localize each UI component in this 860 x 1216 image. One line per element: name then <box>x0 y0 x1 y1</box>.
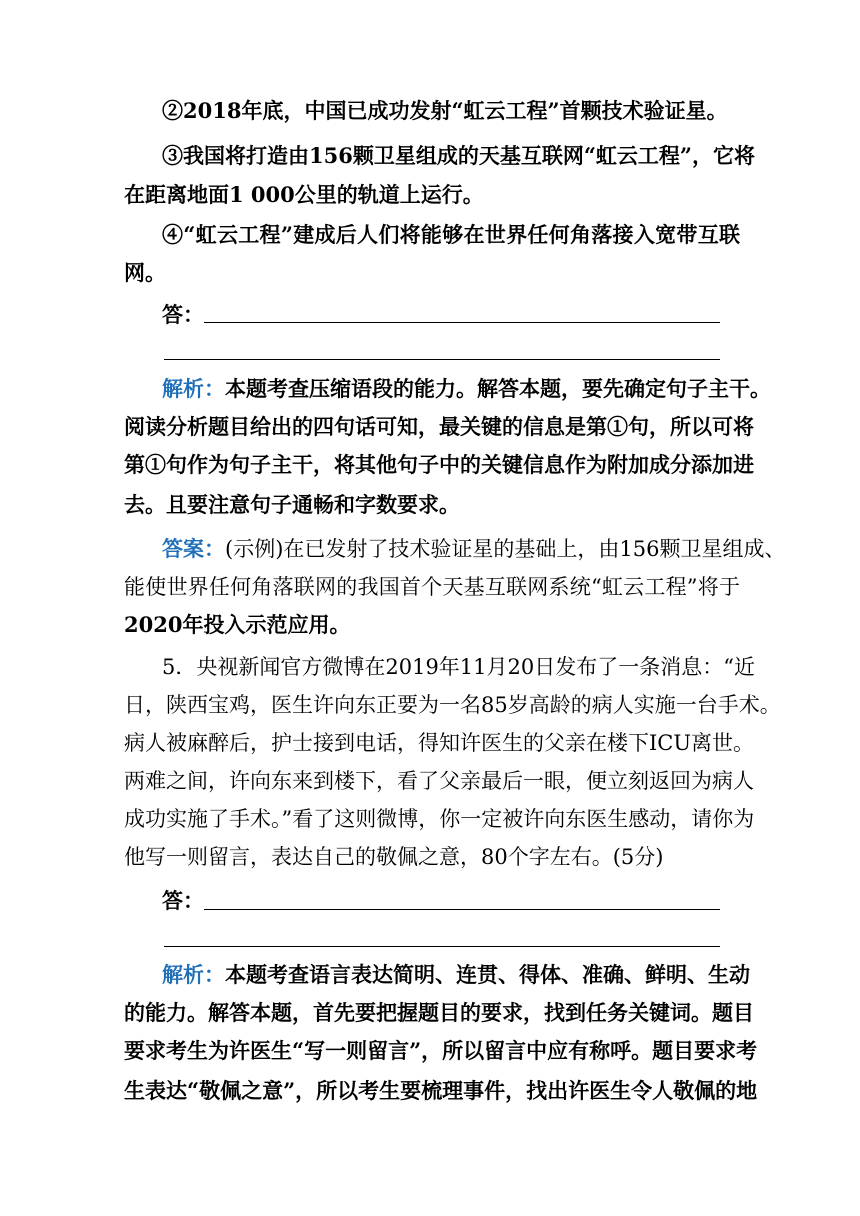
analysis-1-line2: 阅读分析题目给出的四句话可知，最关键的信息是第①句，所以可将 <box>124 414 754 439</box>
answer-blank-line[interactable] <box>164 359 720 360</box>
answer-prompt: 答： <box>162 888 204 913</box>
answer-blank-line[interactable] <box>204 909 720 910</box>
analysis-1-line3: 第①句作为句子主干，将其他句子中的关键信息作为附加成分添加进 <box>124 452 754 477</box>
question5-line3: 病人被麻醉后，护士接到电话，得知许医生的父亲在楼下ICU离世。 <box>124 731 755 755</box>
analysis-2-line3: 要求考生为许医生“写一则留言”，所以留言中应有称呼。题目要求考 <box>124 1038 758 1063</box>
question5-line4: 两难之间，许向东来到楼下，看了父亲最后一眼，便立刻返回为病人 <box>124 769 754 793</box>
question5-line1: 5．央视新闻官方微博在2019年11月20日发布了一条消息：“近 <box>162 655 755 679</box>
analysis-2-line1: 解析：本题考查语言表达简明、连贯、得体、准确、鲜明、生动 <box>162 962 750 987</box>
answer-label: 答案： <box>162 536 225 561</box>
analysis-2-line4: 生表达“敬佩之意”，所以考生要梳理事件，找出许医生令人敬佩的地 <box>124 1078 758 1103</box>
answer-1-line1: 答案：(示例)在已发射了技术验证星的基础上，由156颗卫星组成、 <box>162 536 786 561</box>
answer-area-2[interactable] <box>162 886 740 916</box>
question5-line6: 他写一则留言，表达自己的敬佩之意，80个字左右。(5分) <box>124 845 664 869</box>
question4-item4-line2: 网。 <box>124 260 166 285</box>
analysis-1-line4: 去。且要注意句子通畅和字数要求。 <box>124 492 460 517</box>
analysis-2-line2: 的能力。解答本题，首先要把握题目的要求，找到任务关键词。题目 <box>124 1000 754 1025</box>
question5-line5: 成功实施了手术。”看了这则微博，你一定被许向东医生感动，请你为 <box>124 807 755 831</box>
answer-1-line3: 2020年投入示范应用。 <box>124 612 351 637</box>
question4-item4-line1: ④“虹云工程”建成后人们将能够在世界任何角落接入宽带互联 <box>162 222 740 247</box>
analysis-1-line1: 解析：本题考查压缩语段的能力。解答本题，要先确定句子主干。 <box>162 376 771 401</box>
answer-blank-line[interactable] <box>164 946 720 947</box>
analysis-label: 解析： <box>162 962 225 987</box>
answer-blank-line[interactable] <box>204 322 720 323</box>
question4-item2: ②2018年底，中国已成功发射“虹云工程”首颗技术验证星。 <box>162 98 728 123</box>
question4-item3-line1: ③我国将打造由156颗卫星组成的天基互联网“虹云工程”，它将 <box>162 143 755 168</box>
answer-1-line2: 能使世界任何角落联网的我国首个天基互联网系统“虹云工程”将于 <box>124 575 740 599</box>
question4-item3-line2: 在距离地面1 000公里的轨道上运行。 <box>124 182 484 207</box>
answer-area-1[interactable] <box>162 300 740 330</box>
question5-line2: 日，陕西宝鸡，医生许向东正要为一名85岁高龄的病人实施一台手术。 <box>124 693 781 717</box>
analysis-label: 解析： <box>162 376 225 401</box>
answer-prompt: 答： <box>162 302 204 327</box>
